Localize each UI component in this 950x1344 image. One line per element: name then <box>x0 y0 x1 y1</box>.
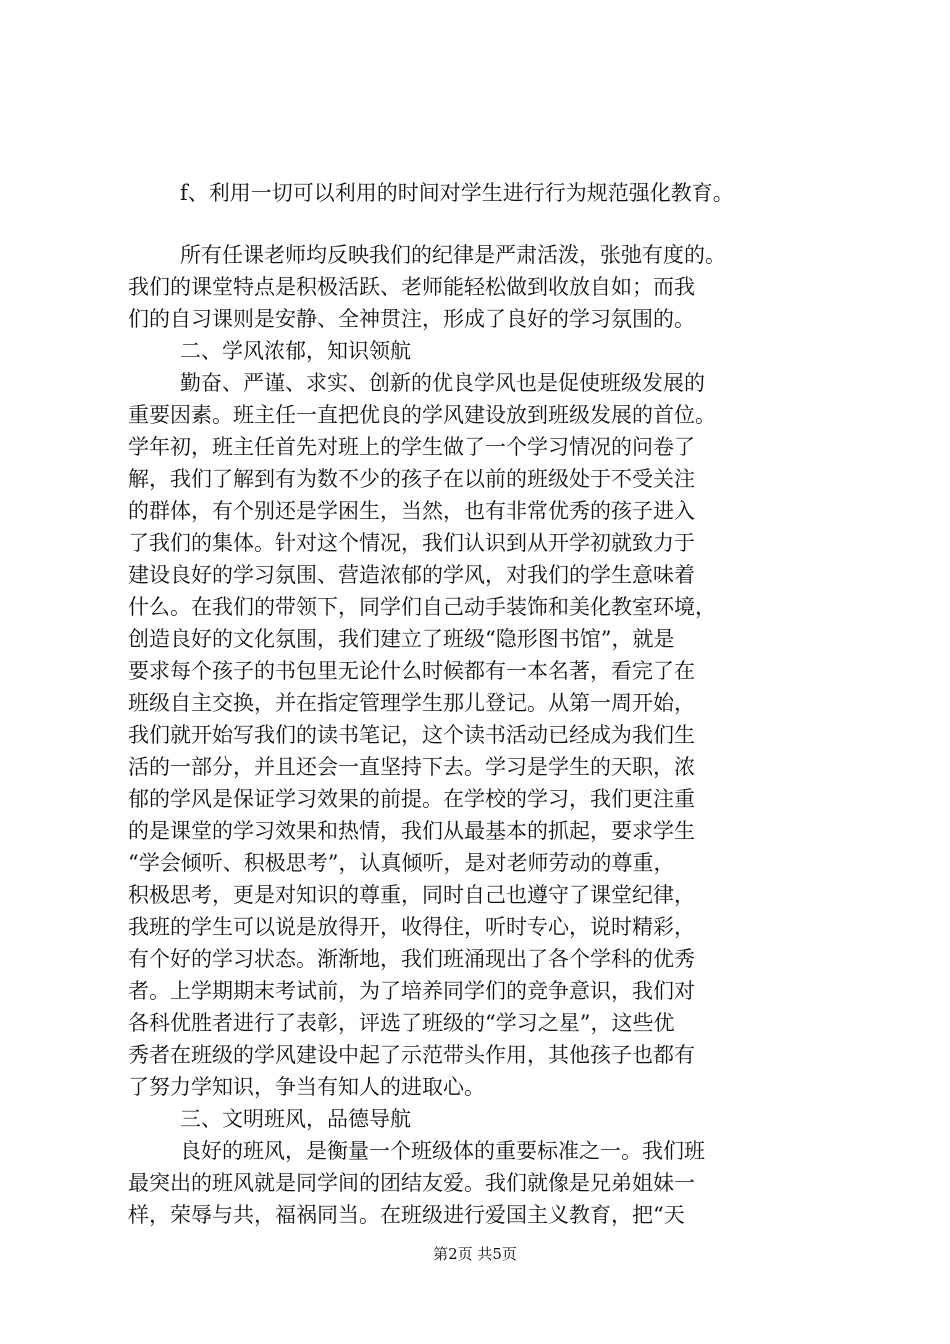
paragraph-line: 创造良好的文化氛围，我们建立了班级“隐形图书馆”，就是 <box>128 627 675 651</box>
paragraph-line: 了我们的集体。针对这个情况，我们认识到从开学初就致力于 <box>128 531 695 555</box>
paragraph-line: 各科优胜者进行了表彰，评选了班级的“学习之星”，这些优 <box>128 1011 675 1035</box>
paragraph-line: 秀者在班级的学风建设中起了示范带头作用，其他孩子也都有 <box>128 1043 695 1067</box>
page-number-footer: 第2页 共5页 <box>433 1245 517 1263</box>
paragraph-line: 者。上学期期末考试前，为了培养同学们的竞争意识，我们对 <box>128 979 695 1003</box>
paragraph-line: 要求每个孩子的书包里无论什么时候都有一本名著，看完了在 <box>128 659 695 683</box>
paragraph-line: 学年初，班主任首先对班上的学生做了一个学习情况的问卷了 <box>128 435 695 459</box>
paragraph-line: 积极思考，更是对知识的尊重，同时自己也遵守了课堂纪律， <box>128 883 695 907</box>
paragraph-line: 的群体，有个别还是学困生，当然，也有非常优秀的孩子进入 <box>128 499 695 523</box>
paragraph-line: 的是课堂的学习效果和热情，我们从最基本的抓起，要求学生 <box>128 819 695 843</box>
paragraph-line: 郁的学风是保证学习效果的前提。在学校的学习，我们更注重 <box>128 787 695 811</box>
paragraph-line: 我们就开始写我们的读书笔记，这个读书活动已经成为我们生 <box>128 723 695 747</box>
paragraph-line: “学会倾听、积极思考”，认真倾听，是对老师劳动的尊重， <box>128 851 675 875</box>
paragraph-line: 我班的学生可以说是放得开，收得住，听时专心，说时精彩， <box>128 915 695 939</box>
paragraph-line: 活的一部分，并且还会一直坚持下去。学习是学生的天职，浓 <box>128 755 695 779</box>
paragraph-line: 样，荣辱与共，福祸同当。在班级进行爱国主义教育，把“天 <box>128 1203 685 1227</box>
paragraph-line: 班级自主交换，并在指定管理学生那儿登记。从第一周开始， <box>128 691 695 715</box>
paragraph-line: 建设良好的学习氛围、营造浓郁的学风，对我们的学生意味着 <box>128 563 695 587</box>
paragraph-line: 所有任课老师均反映我们的纪律是严肃活泼，张弛有度的。 <box>180 243 726 267</box>
paragraph-line: 最突出的班风就是同学间的团结友爱。我们就像是兄弟姐妹一 <box>128 1171 695 1195</box>
paragraph-line: 良好的班风，是衡量一个班级体的重要标准之一。我们班 <box>180 1139 705 1163</box>
item-f-text: f、利用一切可以利用的时间对学生进行行为规范强化教育。 <box>180 181 734 205</box>
paragraph-line: 什么。在我们的带领下，同学们自己动手装饰和美化教室环境， <box>128 595 716 619</box>
section-heading-2: 二、学风浓郁，知识领航 <box>180 339 411 363</box>
section-heading-3: 三、文明班风，品德导航 <box>180 1107 411 1131</box>
paragraph-line: 我们的课堂特点是积极活跃、老师能轻松做到收放自如；而我 <box>128 275 695 299</box>
paragraph-line: 了努力学知识，争当有知人的进取心。 <box>128 1075 485 1099</box>
paragraph-line: 解，我们了解到有为数不少的孩子在以前的班级处于不受关注 <box>128 467 695 491</box>
paragraph-line: 勤奋、严谨、求实、创新的优良学风也是促使班级发展的 <box>180 371 705 395</box>
paragraph-line: 们的自习课则是安静、全神贯注，形成了良好的学习氛围的。 <box>128 307 695 331</box>
paragraph-line: 重要因素。班主任一直把优良的学风建设放到班级发展的首位。 <box>128 403 716 427</box>
paragraph-line: 有个好的学习状态。渐渐地，我们班涌现出了各个学科的优秀 <box>128 947 695 971</box>
